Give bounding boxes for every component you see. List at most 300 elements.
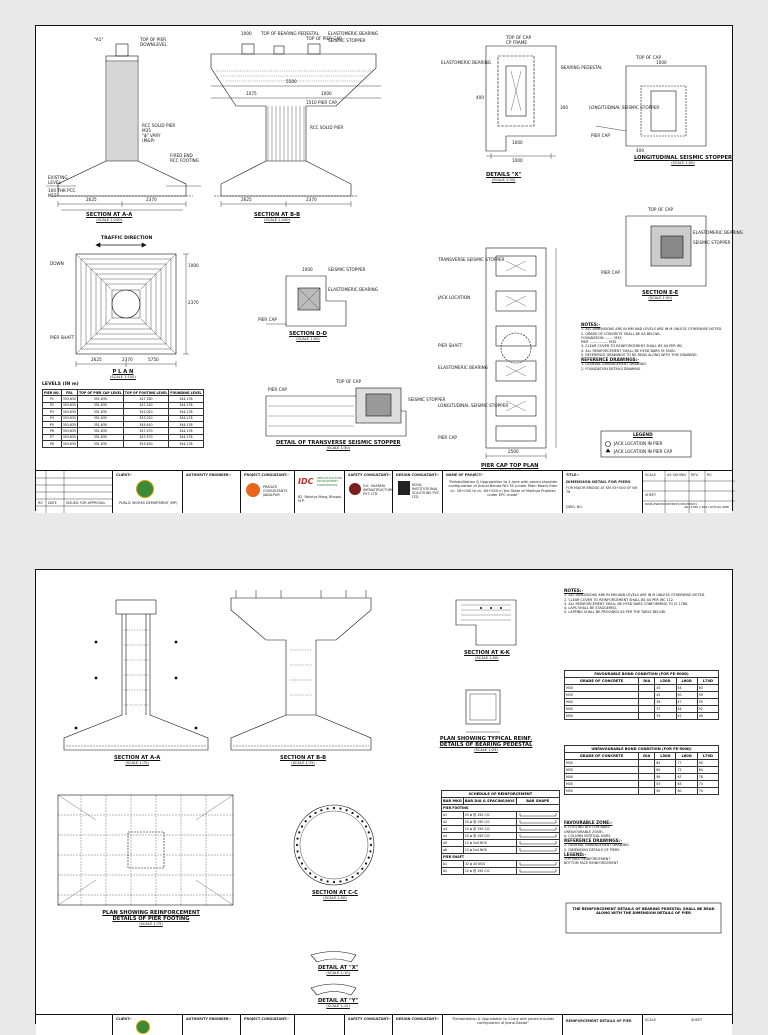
- fav-row: [565, 685, 719, 692]
- ring-bar-dot: [357, 872, 359, 874]
- s2-meta-box: [642, 1015, 734, 1035]
- fav-row-cell: 35: [655, 713, 676, 720]
- a-a-label-10: RCC FOOTING: [170, 158, 200, 163]
- drawing-title: DIMENSION DETAIL FOR PIERS: [566, 479, 631, 484]
- authority-label: AUTHORITY ENGINEER:-: [186, 473, 232, 477]
- unfav-row-cell: 74: [697, 781, 718, 788]
- ls-label-3: 400: [636, 148, 644, 153]
- nova-logo: [398, 481, 410, 495]
- schedule-row: [442, 861, 560, 868]
- fav-row-cell: 55: [697, 699, 718, 706]
- levels-table: [42, 389, 204, 448]
- ring-bar-dot: [301, 825, 303, 827]
- fav-row-cell: 59: [697, 692, 718, 699]
- schedule-title: SCHEDULE OF REINFORCEMENT: [442, 791, 560, 798]
- ls-label-2: 1000: [656, 60, 667, 65]
- transverse-stopper-title: DETAIL OF TRANSVERSE SEISMIC STOPPER (SCALE 1:50): [276, 440, 401, 450]
- levels-row-cell: P1: [43, 396, 62, 402]
- b-b-label-13: 2370: [306, 197, 317, 202]
- b-b-label-4: ELASTOMERIC BEARING: [328, 31, 379, 36]
- b-b-label-5: SEISMIC STOPPER: [328, 38, 366, 43]
- d-d-label-4: 1000: [302, 267, 313, 272]
- a-a-label-7: "ϕ" VARY: [142, 133, 161, 138]
- x-label-5: 1000: [512, 140, 523, 145]
- reinforcement-schedule: [441, 790, 560, 875]
- plan-label-5: 5750: [148, 357, 159, 362]
- fav-header: L60D: [676, 678, 697, 685]
- levels-row-cell: 351.635: [77, 409, 123, 415]
- levels-row: [43, 441, 204, 447]
- drawing-sheet-2: [35, 569, 733, 1024]
- fav-row-cell: 39: [655, 699, 676, 706]
- bar-shape: [516, 840, 559, 847]
- ring-bar-dot: [361, 820, 363, 822]
- idc-box: [294, 471, 344, 513]
- revision-box: [36, 471, 112, 513]
- rev-row-1: R0: [38, 501, 43, 505]
- schedule-cell: a5: [442, 840, 464, 847]
- fav-title-row: [565, 671, 719, 678]
- fav-row-cell: 47: [676, 699, 697, 706]
- ring-bar-dot: [339, 807, 341, 809]
- unfav-row-cell: 64: [655, 760, 676, 767]
- unfav-row-cell: [639, 760, 655, 767]
- b-b-label-9: 1510: [306, 100, 317, 105]
- ring-bar-dot: [298, 831, 300, 833]
- ring-bar-dot: [309, 816, 311, 818]
- sheet2-zone-notes: FAVOURABLE ZONE:- a. FOOTING BOTTOM BARS UNFAVOURABLE ZONE:- a. COLUMN VERTICAL BARS REFERENCE DRAWINGS:- 1. GENERAL ARRANGEMENT DRAWING 2. DIMENSION DETAILS OF PIERS LEGEND:- TOP FACE REINFORCEMENT BOTTOM FACE REINFORCEMENT: [564, 820, 630, 866]
- a-a-label-12: LEVEL: [48, 180, 61, 185]
- levels-row-cell: 345.910: [123, 421, 169, 427]
- s2-safety-box: [344, 1015, 392, 1035]
- s2-revision-box: [36, 1015, 112, 1035]
- s2-project-text: "Rehabilitation & Upgradation to 2-lane with paved shoulder configuration of Jhansi-Banda": [451, 1017, 555, 1026]
- ring-bar-dot: [298, 857, 300, 859]
- x-label-6: 400: [476, 95, 484, 100]
- unfav-row-cell: 78: [697, 774, 718, 781]
- a-a-label-13: 100 THK PCC: [48, 188, 76, 193]
- sheet2-linework: [36, 570, 734, 1025]
- bar-shape: [516, 819, 559, 826]
- a-a-label-3: DOWN: [140, 42, 154, 47]
- fav-row-cell: 50: [676, 692, 697, 699]
- ts-label-1: PIER CAP: [268, 387, 287, 392]
- fav-header: GRADE OF CONCRETE: [565, 678, 639, 685]
- schedule-group-row: [442, 805, 560, 812]
- safety-label: SAFETY CONSULTANT:-: [348, 473, 392, 477]
- bar-shape: [516, 826, 559, 833]
- levels-row-cell: 347.570: [123, 428, 169, 434]
- fav-row-cell: [639, 699, 655, 706]
- unfav-header: L50D: [655, 753, 676, 760]
- fav-row: [565, 692, 719, 699]
- fav-row-cell: M40: [565, 699, 639, 706]
- b-b-label-2: TOP OF BEARING PEDESTAL: [261, 31, 320, 36]
- a-a-label-8: (M&P): [142, 138, 155, 143]
- unfav-row-cell: [639, 767, 655, 774]
- levels-row-cell: 351.635: [77, 441, 123, 447]
- safety-logo: [349, 483, 361, 495]
- project-label: NAME OF PROJECT:-: [446, 473, 484, 477]
- levels-row-cell: 353.635: [62, 422, 76, 427]
- b-b-label-7: 1075: [246, 91, 257, 96]
- drawing-no: NISPL/PWD/SDCB/MB/55/STR/PIER/01: [645, 502, 698, 506]
- levels-row-cell: 344.178: [169, 441, 203, 447]
- s2-detail-x-title: DETAIL AT "X" (SCALE 1:10): [318, 965, 359, 975]
- b-b-label-12: 2625: [241, 197, 252, 202]
- levels-row-cell: P7: [43, 434, 62, 440]
- unfav-row-cell: 70: [697, 788, 718, 795]
- fav-row-cell: 44: [676, 706, 697, 713]
- schedule-cell: 32 φ 45 NOS: [463, 861, 516, 868]
- schedule-row: [442, 847, 560, 854]
- sheet-footer: A0 (1189 x 841) ACTUAL SIZE: [684, 505, 729, 509]
- ring-bar-dot: [333, 881, 335, 883]
- levels-row-cell: 353.450: [123, 441, 169, 447]
- x-label-4: BEARING PEDESTAL: [561, 65, 603, 70]
- levels-header: TOP OF FOOTING LEVEL: [124, 390, 168, 395]
- fav-row-cell: 63: [697, 685, 718, 692]
- schedule-title-row: [442, 791, 560, 798]
- schedule-row: [442, 868, 560, 875]
- pc-label-5: LONGITUDINAL SEISMIC STOPPER: [438, 403, 509, 408]
- d-d-label-2: ELASTOMERIC BEARING: [328, 287, 379, 292]
- ring-bar-dot: [305, 820, 307, 822]
- ring-bar-dot: [333, 807, 335, 809]
- ring-bar-dot: [351, 876, 353, 878]
- levels-row-cell: 353.635: [62, 435, 76, 440]
- a-a-footing: [58, 161, 186, 196]
- bar-shape: [516, 868, 559, 875]
- a-a-label-9: FIXED END: [170, 153, 193, 158]
- b-b-label-11: RCC SOLID PIER: [310, 125, 344, 130]
- unfav-row-cell: M40: [565, 774, 639, 781]
- a-a-label-2: TOP OF PIER: [140, 37, 167, 42]
- schedule-cell: b1: [442, 861, 464, 868]
- sheet1-notes: NOTES:- 1. ALL DIMENSIONS ARE IN MM AND LEVELS ARE IN M UNLESS OTHERWISE NOTED. 2. GRADE OF CONCRETE SHALL BE AS BELOW:- FOUNDATION ........ M35 PIER ................. M35 3. CLEAR COVER TO REINFORCEMENT SHALL BE AS PER IRC. 4. ALL REINFORCEMENT SHALL BE HYSD BARS Fe 500D. 5. REFERENCE DRAWINGS TO BE READ ALONG WITH THIS DRAWING. REFERENCE DRAWINGS:- 1. GENERAL ARRANGEMENT DRAWING 2. FOUNDATION DETAILS DRAWING: [581, 322, 723, 371]
- fav-header: L50D: [655, 678, 676, 685]
- ring-bar-dot: [296, 837, 298, 839]
- drawing-sheet-1: [35, 25, 744, 511]
- unfav-row-cell: 90: [697, 760, 718, 767]
- revision-value: R0: [707, 473, 712, 477]
- ring-bar-dot: [314, 876, 316, 878]
- unfav-row-cell: M30: [565, 760, 639, 767]
- ring-bar-dot: [320, 879, 322, 881]
- levels-row-cell: 344.178: [169, 421, 203, 427]
- levels-row-cell: 347.010: [123, 409, 169, 415]
- schedule-cell: 12 φ @ 150 C/C: [463, 826, 516, 833]
- schedule-row: [442, 826, 560, 833]
- levels-row-cell: 347.780: [123, 396, 169, 402]
- fav-row-cell: [639, 706, 655, 713]
- b-b-label-10: PIER CAP: [318, 100, 337, 105]
- s2-design-label: DESIGN CONSULTANT:-: [396, 1017, 440, 1021]
- fav-row-cell: [639, 685, 655, 692]
- schedule-cell: 12 φ @ 150 C/C: [463, 833, 516, 840]
- pc-label-7: 2500: [508, 449, 519, 454]
- fav-body: [565, 685, 719, 720]
- unfav-row: [565, 774, 719, 781]
- fav-row-cell: [639, 692, 655, 699]
- unfav-row-cell: 77: [676, 760, 697, 767]
- levels-row-cell: 353.635: [62, 403, 76, 408]
- plan-label-7: PIER SHAFT: [50, 335, 75, 340]
- ring-bar-dot: [326, 880, 328, 882]
- levels-row-cell: 351.635: [77, 415, 123, 421]
- fav-header-row: [565, 678, 719, 685]
- levels-row-cell: 351.635: [77, 402, 123, 408]
- idc-name: INFRASTRUCTURE DEVELOPMENT CORPORATION: [317, 476, 343, 487]
- plan-label-4: 2370: [122, 357, 133, 362]
- e-e-label-4: PIER CAP: [601, 270, 620, 275]
- s2-consultant-box: [240, 1015, 294, 1035]
- plan-title: P L A N (SCALE 1:100): [110, 369, 136, 379]
- levels-header: PIER NO.: [44, 390, 60, 395]
- long-stopper-title: LONGITUDINAL SEISMIC STOPPER (SCALE 1:50): [634, 155, 732, 165]
- pc-label-1: TRANSVERSE SEISMIC STOPPER: [438, 257, 505, 262]
- s2-pedestal-title: PLAN SHOWING TYPICAL REINF. DETAILS OF BEARING PEDESTAL (SCALE 1:25): [439, 736, 533, 752]
- fav-row: [565, 713, 719, 720]
- s2-project-box: [442, 1015, 562, 1035]
- ring-bar-dot: [346, 809, 348, 811]
- levels-row-cell: 344.178: [169, 428, 203, 434]
- s2-pwd-logo: [136, 1020, 150, 1034]
- fav-row-cell: 54: [676, 685, 697, 692]
- bar-shape: [516, 833, 559, 840]
- safety-box: [344, 471, 392, 513]
- ring-bar-dot: [296, 850, 298, 852]
- levels-row-cell: 351.635: [77, 428, 123, 434]
- unfav-header: L70D: [697, 753, 718, 760]
- schedule-header: BAR SHAPE: [516, 798, 559, 805]
- plan-label-1: DOWN: [50, 261, 64, 266]
- pc-label-4: ELASTOMERIC BEARING: [438, 365, 489, 370]
- ts-label-2: TOP OF CAP: [336, 379, 362, 384]
- levels-row-cell: P3: [43, 409, 62, 415]
- client-box: [112, 471, 182, 513]
- favourable-bond-table: [564, 670, 719, 720]
- b-b-pier-cap: [211, 54, 376, 161]
- unfav-header: DIA: [639, 753, 655, 760]
- levels-row-cell: 347.570: [123, 434, 169, 440]
- schedule-cell: 25 φ @ 150 C/C: [463, 812, 516, 819]
- ts-label-3: SEISMIC STOPPER: [408, 397, 446, 402]
- schedule-group-row: [442, 854, 560, 861]
- consultant-box: [240, 471, 294, 513]
- scale-value: AS SHOWN: [667, 473, 686, 477]
- levels-row-cell: 344.178: [169, 402, 203, 408]
- pc-label-3: PIER SHAFT: [438, 343, 463, 348]
- a-a-label-16: 2370: [146, 197, 157, 202]
- fav-row-cell: 52: [697, 706, 718, 713]
- schedule-cell: 12 φ 2x4 NOS: [463, 847, 516, 854]
- sheet2-box-note: THE REINFORCEMENT DETAILS OF BEARING PEDESTAL SHALL BE READ ALONG WITH THE DIMENSION DETAILS OF PIER: [572, 907, 715, 916]
- s2-design-box: [392, 1015, 442, 1035]
- fav-header: L70D: [697, 678, 718, 685]
- unfav-row-cell: M50: [565, 788, 639, 795]
- plan-label-3: 2625: [91, 357, 102, 362]
- levels-row-cell: 347.010: [123, 415, 169, 421]
- levels-row-cell: P4: [43, 415, 62, 421]
- unfavourable-bond-table: [564, 745, 719, 795]
- design-label: DESIGN CONSULTANT:-: [396, 473, 440, 477]
- schedule-cell: 12 φ 2x4 NOS: [463, 840, 516, 847]
- ring-bar-dot: [357, 816, 359, 818]
- rev-row-2: DATE: [48, 501, 57, 505]
- levels-row-cell: 344.178: [169, 409, 203, 415]
- b-b-label-1: 1000: [241, 31, 252, 36]
- unfav-row-cell: [639, 781, 655, 788]
- schedule-row: [442, 833, 560, 840]
- ring-bar-dot: [305, 868, 307, 870]
- s2-drawing-title: REINFORCEMENT DETAILS OF PIER: [566, 1019, 632, 1023]
- levels-row-cell: 351.635: [77, 421, 123, 427]
- levels-body: [43, 396, 204, 447]
- unfav-row-cell: M45: [565, 781, 639, 788]
- levels-row-cell: 353.635: [62, 409, 76, 414]
- pier-cap-top-title: PIER CAP TOP PLAN: [481, 463, 539, 469]
- unfav-row-cell: 72: [676, 767, 697, 774]
- unfav-row-cell: 84: [697, 767, 718, 774]
- levels-row-cell: P8: [43, 441, 62, 447]
- ring-bar-dot: [296, 844, 298, 846]
- design-name: NOVA INSTITUTIONAL SOLUTIONS PVT. LTD.: [412, 483, 440, 500]
- d-d-label-3: SEISMIC STOPPER: [328, 267, 366, 272]
- ring-bar-dot: [365, 825, 367, 827]
- e-e-label-1: TOP OF CAP: [648, 207, 674, 212]
- fav-row-cell: 45: [655, 685, 676, 692]
- legend-title: LEGEND: [633, 433, 653, 438]
- plan-label-6: 2370: [188, 300, 199, 305]
- unfav-row-cell: 53: [655, 781, 676, 788]
- s2-authority-box: [182, 1015, 240, 1035]
- drawing-no-label: DWG. NO.: [566, 505, 583, 509]
- fav-row-cell: M45: [565, 706, 639, 713]
- details-x-title: DETAILS "X" (SCALE 1:30): [486, 172, 522, 182]
- unfav-row-cell: [639, 788, 655, 795]
- x-label-1: TOP OF CAP: [506, 35, 532, 40]
- consultant-name: PRAGATI CONSULTANTS JABALPUR: [263, 485, 288, 498]
- levels-row-cell: 344.178: [169, 434, 203, 440]
- fav-title: FAVOURABLE BOND CONDITION (FOR FE-500D): [565, 671, 719, 678]
- ring-bar-dot: [320, 809, 322, 811]
- unfav-row-cell: 67: [676, 774, 697, 781]
- ring-bar-dot: [314, 812, 316, 814]
- levels-title: LEVELS (IN m): [42, 382, 79, 387]
- schedule-header: BAR MKG: [443, 799, 462, 803]
- revision-label: REV.: [691, 473, 699, 477]
- title-block-1: [36, 470, 732, 513]
- s2-safety-label: SAFETY CONSULTANT:-: [348, 1017, 392, 1021]
- levels-row-cell: P5: [43, 421, 62, 427]
- ring-bar-dot: [339, 880, 341, 882]
- unfav-row: [565, 781, 719, 788]
- fav-row-cell: 42: [655, 692, 676, 699]
- s2-drawing-title-box: [562, 1015, 642, 1035]
- schedule-row: [442, 819, 560, 826]
- schedule-header-row: [442, 798, 560, 805]
- s2-client-label: CLIENT:-: [116, 1017, 132, 1021]
- s2-consultant-label: PROJECT CONSULTANT:-: [244, 1017, 289, 1021]
- levels-header: FOUNDING LEVEL: [170, 390, 202, 395]
- ring-bar-dot: [369, 850, 371, 852]
- ring-bar-dot: [301, 862, 303, 864]
- authority-box: [182, 471, 240, 513]
- levels-header: FRL: [61, 390, 77, 396]
- pragati-logo: [246, 483, 260, 497]
- unfav-row-cell: [639, 774, 655, 781]
- unfav-row-cell: 50: [655, 788, 676, 795]
- section-a-a-title: SECTION AT A-A (SCALE 1:100): [86, 212, 133, 222]
- levels-row-cell: 344.178: [169, 396, 203, 402]
- ls-label-1: TOP OF CAP: [636, 55, 662, 60]
- unfav-row-cell: 60: [655, 767, 676, 774]
- a-a-label-1: "A1": [94, 37, 104, 42]
- d-d-label-1: PIER CAP: [258, 317, 277, 322]
- schedule-cell: 12 φ @ 150 C/C: [463, 868, 516, 875]
- ls-label-4: LONGITUDINAL SEISMIC STOPPER: [589, 105, 660, 110]
- ring-bar-dot: [309, 872, 311, 874]
- drawing-subtitle: FOR MAJOR BRIDGE AT KM 55+000 OF NH 76: [566, 486, 638, 495]
- pc-label-6: PIER CAP: [438, 435, 457, 440]
- ring-bar-dot: [368, 831, 370, 833]
- unfav-row: [565, 767, 719, 774]
- schedule-row: [442, 840, 560, 847]
- unfav-body: [565, 760, 719, 795]
- unfav-header-row: [565, 753, 719, 760]
- s2-scale-label: SCALE: [645, 1018, 656, 1022]
- levels-row-cell: P2: [43, 402, 62, 408]
- levels-header: TOP OF PIER CAP LEVEL: [78, 390, 122, 395]
- safety-name: S.K. SHARMA INFRASTRUCTURE PVT. LTD.: [363, 484, 394, 497]
- schedule-group-label: PIER FOOTING: [442, 805, 560, 812]
- ring-bar-dot: [365, 862, 367, 864]
- x-label-7: 300: [560, 105, 568, 110]
- traffic-direction-label: TRAFFIC DIRECTION: [101, 236, 153, 241]
- ring-bar-dot: [369, 837, 371, 839]
- s2-section-a-a-title: SECTION AT A-A (SCALE 1:75): [114, 755, 161, 765]
- idc-address: 82, Malviya Marg, Bhopal, M.P.: [298, 495, 342, 504]
- s2-client-box: [112, 1015, 182, 1035]
- legend-item-2: JACK LOCATION IN PIER CAP: [614, 449, 673, 454]
- a-a-label-4: LEVEL: [154, 42, 167, 47]
- unfav-title: UNFAVOURABLE BOND CONDITION (FOR FE-500D): [565, 746, 719, 753]
- fav-row-cell: 42: [676, 713, 697, 720]
- levels-row-cell: 353.635: [62, 416, 76, 421]
- fav-row-cell: 49: [697, 713, 718, 720]
- section-e-e-title: SECTION E-E (SCALE 1:50): [642, 290, 679, 300]
- levels-row-cell: 353.635: [62, 397, 76, 402]
- client-label: CLIENT:-: [116, 473, 132, 477]
- unfav-title-row: [565, 746, 719, 753]
- unfav-row-cell: M35: [565, 767, 639, 774]
- fav-row-cell: [639, 713, 655, 720]
- ring-bar-dot: [346, 879, 348, 881]
- levels-row-cell: 347.140: [123, 402, 169, 408]
- a-a-label-14: M15: [48, 193, 57, 198]
- unfav-row-cell: 56: [655, 774, 676, 781]
- a-a-label-11: EXISTING: [48, 175, 68, 180]
- bar-shape: [516, 861, 559, 868]
- ring-bar-dot: [326, 807, 328, 809]
- fav-row: [565, 706, 719, 713]
- unfav-row: [565, 760, 719, 767]
- levels-row-cell: 353.635: [62, 441, 76, 446]
- levels-row-cell: 351.635: [77, 396, 123, 402]
- consultant-label: PROJECT CONSULTANT:-: [244, 473, 289, 477]
- fav-row-cell: M30: [565, 685, 639, 692]
